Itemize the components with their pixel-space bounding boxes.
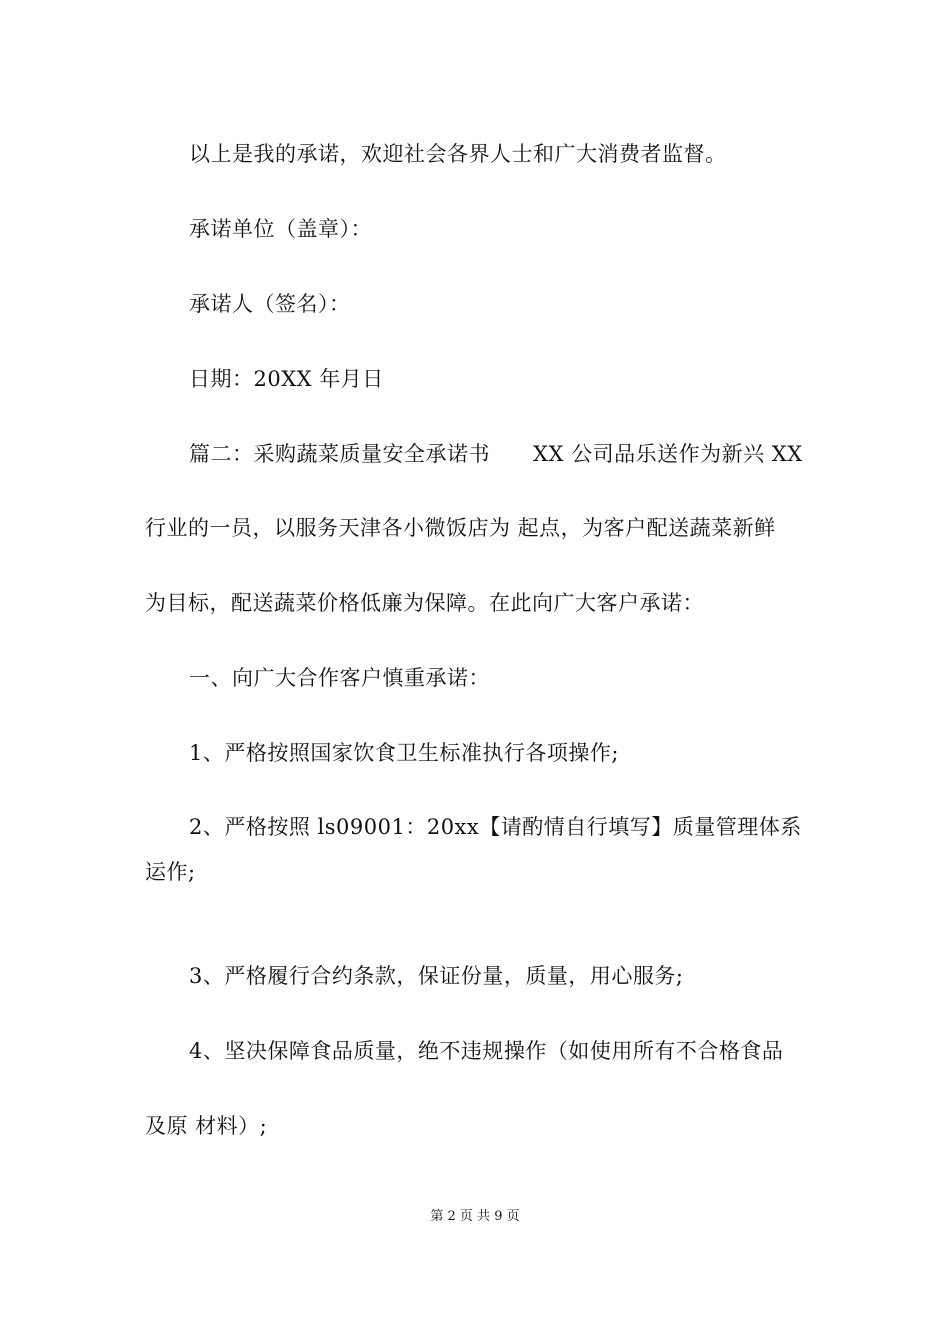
closing-statement: 以上是我的承诺，欢迎社会各界人士和广大消费者监督。 (189, 142, 727, 166)
pledge-item-2: 2、严格按照 ls09001：20xx【请酌情自行填写】质量管理体系 (189, 815, 802, 839)
pledge-item-1: 1、严格按照国家饮食卫生标准执行各项操作; (189, 741, 619, 765)
pledger-signature: 承诺人（签名）： (189, 292, 351, 316)
pledge-item-2-continued: 运作; (145, 860, 196, 884)
pledge-heading-one: 一、向广大合作客户慎重承诺： (189, 666, 490, 690)
paragraph-line: 行业的一员，以服务天津各小微饭店为 起点，为客户配送蔬菜新鲜 (145, 516, 776, 540)
date-line: 日期：20XX 年月日 (189, 367, 384, 391)
section-two-heading: 篇二：采购蔬菜质量安全承诺书 XX 公司品乐送作为新兴 XX (189, 442, 803, 466)
paragraph-line: 为目标，配送蔬菜价格低廉为保障。在此向广大客户承诺： (145, 591, 704, 615)
pledge-item-3: 3、严格履行合约条款，保证份量，质量，用心服务; (189, 964, 684, 988)
pledge-item-4: 4、坚决保障食品质量，绝不违规操作（如使用所有不合格食品 (189, 1039, 784, 1063)
page-number-footer: 第 2 页 共 9 页 (430, 1209, 520, 1224)
pledge-item-4-continued: 及原 材料）; (145, 1114, 268, 1138)
pledge-unit-seal: 承诺单位（盖章）： (189, 217, 372, 241)
